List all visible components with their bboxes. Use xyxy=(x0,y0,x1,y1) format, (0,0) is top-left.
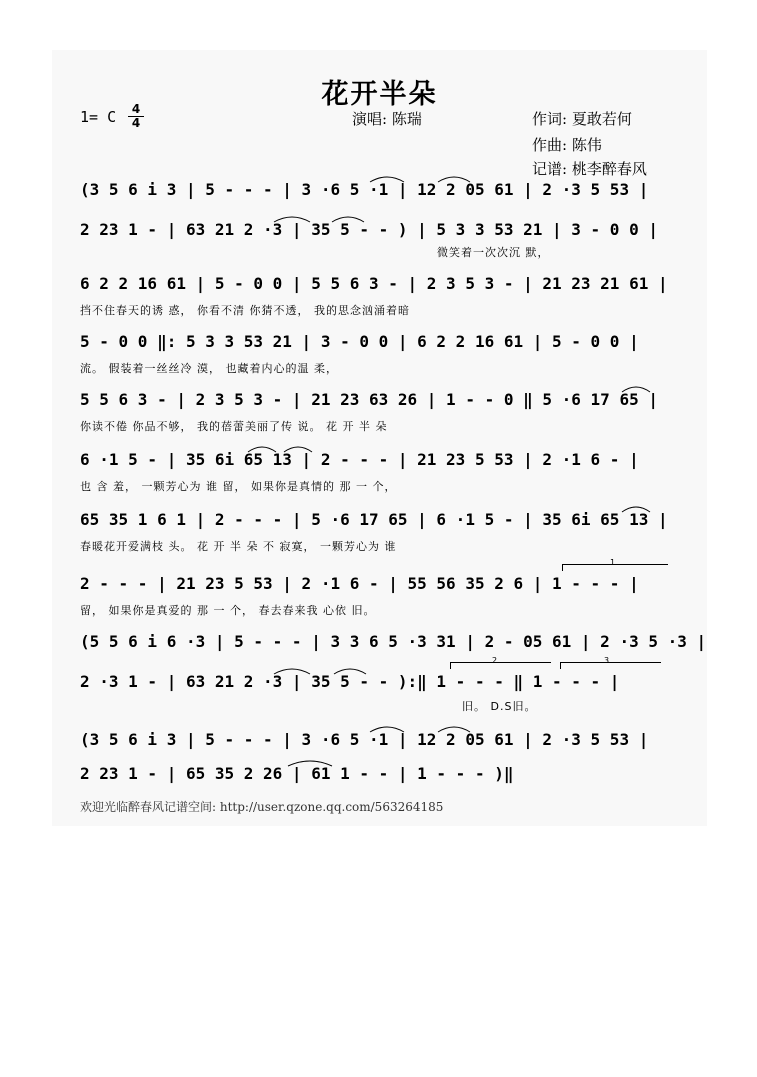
music-line: 5 5 6 3 - | 2 3 5 3 - | 21 23 63 26 | 1 - - 0 ‖ 5 ·6 17 65 | xyxy=(80,390,658,409)
composer-credit: 作曲: 陈伟 xyxy=(532,136,602,154)
slur-marks xyxy=(52,50,707,826)
score-sheet xyxy=(52,50,707,826)
music-line: 6 2 2 16 61 | 5 - 0 0 | 5 5 6 3 - | 2 3 5 3 - | 21 23 21 61 | xyxy=(80,274,668,293)
lyric-line: 你读不倦 你品不够， 我的蓓蕾美丽了传 说。 花 开 半 朵 xyxy=(80,420,388,433)
music-line: 5 - 0 0 ‖: 5 3 3 53 21 | 3 - 0 0 | 6 2 2 16 61 | 5 - 0 0 | xyxy=(80,332,639,351)
music-line: 2 23 1 - | 65 35 2 26 | 61 1 - - | 1 - - - )‖ xyxy=(80,764,514,783)
singer-credit: 演唱: 陈瑞 xyxy=(352,110,422,128)
lyric-line: 微笑着一次次沉 默， xyxy=(437,246,550,259)
music-line: (5 5 6 i 6 ·3 | 5 - - - | 3 3 6 5 ·3 31 | 2 - 05 61 | 2 ·3 5 ·3 | xyxy=(80,632,707,651)
volta-number: 1 xyxy=(610,558,616,567)
music-line: 2 ·3 1 - | 63 21 2 ·3 | 35 5 - - ):‖ 1 - - - ‖ 1 - - - | xyxy=(80,672,620,691)
lyric-line: 挡不住春天的诱 惑， 你看不清 你猜不透， 我的思念汹涌着暗 xyxy=(80,304,410,317)
music-line: 6 ·1 5 - | 35 6i 65 13 | 2 - - - | 21 23 5 53 | 2 ·1 6 - | xyxy=(80,450,639,469)
time-signature-bottom: 4 xyxy=(128,116,144,130)
volta-number: 3 xyxy=(604,656,610,665)
lyric-line: 春暖花开爱满枝 头。 花 开 半 朵 不 寂寞， 一颗芳心为 谁 xyxy=(80,540,397,553)
lyric-line: 留， 如果你是真爱的 那 一 个， 春去春来我 心依 旧。 xyxy=(80,604,376,617)
lyricist-credit: 作词: 夏敢若何 xyxy=(532,110,632,128)
song-title: 花开半朵 xyxy=(321,79,438,110)
footer-credit: 欢迎光临醉春风记谱空间: http://user.qzone.qq.com/563264185 xyxy=(80,800,444,814)
lyric-line: 也 含 羞， 一颗芳心为 谁 留， 如果你是真情的 那 一 个， xyxy=(80,480,397,493)
key-signature: 1= C xyxy=(80,108,117,126)
music-line: 65 35 1 6 1 | 2 - - - | 5 ·6 17 65 | 6 ·1 5 - | 35 6i 65 13 | xyxy=(80,510,668,529)
lyric-line: 旧。 D.S旧。 xyxy=(462,700,537,713)
transcriber-credit: 记谱: 桃李醉春风 xyxy=(532,160,647,178)
music-line: 2 - - - | 21 23 5 53 | 2 ·1 6 - | 55 56 35 2 6 | 1 - - - | xyxy=(80,574,639,593)
music-line: (3 5 6 i 3 | 5 - - - | 3 ·6 5 ·1 | 12 2 05 61 | 2 ·3 5 53 | xyxy=(80,730,649,749)
lyric-line: 流。 假装着一丝丝冷 漠， 也藏着内心的温 柔， xyxy=(80,362,338,375)
music-line: (3 5 6 i 3 | 5 - - - | 3 ·6 5 ·1 | 12 2 05 61 | 2 ·3 5 53 | xyxy=(80,180,649,199)
time-signature-top: 4 xyxy=(131,102,141,116)
volta-number: 2 xyxy=(492,656,498,665)
music-line: 2 23 1 - | 63 21 2 ·3 | 35 5 - - ) | 5 3 3 53 21 | 3 - 0 0 | xyxy=(80,220,658,239)
